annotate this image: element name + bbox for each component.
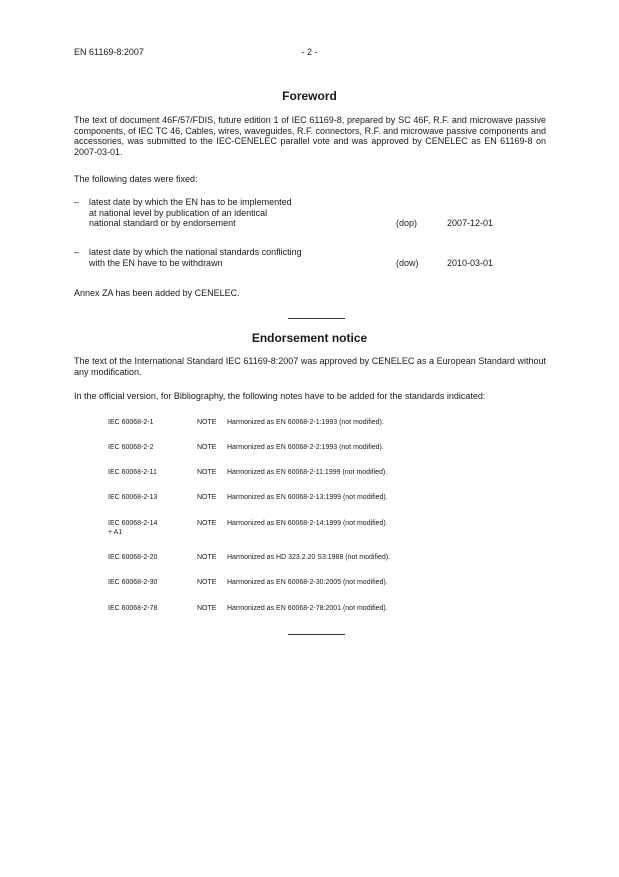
date-item-line: latest date by which the national standards conflicting (89, 247, 302, 257)
foreword-title: Foreword (282, 89, 337, 103)
list-item (108, 443, 528, 453)
page-number: - 2 - (301, 47, 318, 57)
note-label: NOTE (197, 520, 217, 527)
note-label: NOTE (197, 554, 217, 561)
note-text: Harmonized as EN 60068-2-11:1999 (not modified). (227, 469, 388, 476)
list-item (108, 519, 528, 539)
note-text: Harmonized as HD 323.2.20 S3:1988 (not modified). (227, 554, 391, 561)
bibliography-intro: In the official version, for Bibliography, the following notes have to be added for the standards indicated: (74, 391, 486, 401)
note-label: NOTE (197, 494, 217, 501)
standard-ref-line: IEC 60068-2-14 (108, 520, 158, 527)
list-item (108, 493, 528, 503)
note-text: Harmonized as EN 60068-2-78:2001 (not modified). (227, 605, 388, 612)
endorsement-title: Endorsement notice (251, 331, 368, 345)
list-item (108, 604, 528, 614)
standard-ref: IEC 60068-2-2 (108, 444, 154, 451)
note-text: Harmonized as EN 60068-2-30:2005 (not modified). (227, 579, 388, 586)
standard-ref: IEC 60068-2-30 (108, 579, 158, 586)
date-item-text (89, 197, 389, 229)
standard-ref: IEC 60068-2-1 (108, 419, 154, 426)
note-text: Harmonized as EN 60068-2-2:1993 (not modified). (227, 444, 384, 451)
standard-amendment: + A1 (108, 529, 123, 536)
list-item (108, 553, 528, 563)
section-divider (288, 318, 345, 319)
note-label: NOTE (197, 419, 217, 426)
date-item-dow (74, 247, 546, 271)
standard-ref: IEC 60068-2-13 (108, 494, 158, 501)
date-value: 2007-12-01 (447, 218, 494, 229)
foreword-paragraph: The text of document 46F/57/FDIS, future edition 1 of IEC 61169-8, prepared by SC 46F, R.F. and microwave passive components, of IEC TC 46, Cables, wires, waveguides, R.F. connectors, R.F. and microwave passive components and accessories, was submitted to the IEC-CENELEC parallel vote and was approved by CENELEC as EN 61169-8 on 2007-03-01. (74, 115, 546, 157)
list-dash: – (74, 247, 80, 257)
date-code: (dow) (396, 257, 419, 268)
document-id: EN 61169-8:2007 (74, 47, 144, 57)
note-label: NOTE (197, 579, 217, 586)
standard-ref: IEC 60068-2-20 (108, 554, 158, 561)
date-item-dop (74, 197, 546, 231)
date-item-text (89, 247, 389, 268)
annex-note: Annex ZA has been added by CENELEC. (74, 288, 240, 298)
date-code: (dop) (396, 218, 418, 229)
note-text: Harmonized as EN 60068-2-1:1993 (not modified). (227, 419, 384, 426)
standard-ref (108, 519, 193, 537)
end-divider (288, 634, 345, 635)
date-item-line: with the EN have to be withdrawn (89, 257, 223, 268)
list-dash: – (74, 197, 80, 207)
endorsement-paragraph: The text of the International Standard IEC 61169-8:2007 was approved by CENELEC as a European Standard without any modification. (74, 356, 546, 377)
note-text: Harmonized as EN 60068-2-14:1999 (not modified). (227, 520, 388, 527)
date-item-line: at national level by publication of an identical (89, 207, 268, 218)
list-item (108, 418, 528, 428)
date-value: 2010-03-01 (447, 257, 494, 268)
dates-intro: The following dates were fixed: (74, 174, 198, 184)
note-label: NOTE (197, 469, 217, 476)
list-item (108, 578, 528, 588)
standard-ref: IEC 60068-2-11 (108, 469, 157, 476)
note-label: NOTE (197, 444, 217, 451)
date-item-line: national standard or by endorsement (89, 218, 236, 229)
date-item-line: latest date by which the EN has to be implemented (89, 197, 292, 207)
standard-ref: IEC 60068-2-78 (108, 605, 158, 612)
note-label: NOTE (197, 605, 217, 612)
note-text: Harmonized as EN 60068-2-13:1999 (not modified). (227, 494, 388, 501)
list-item (108, 468, 528, 478)
